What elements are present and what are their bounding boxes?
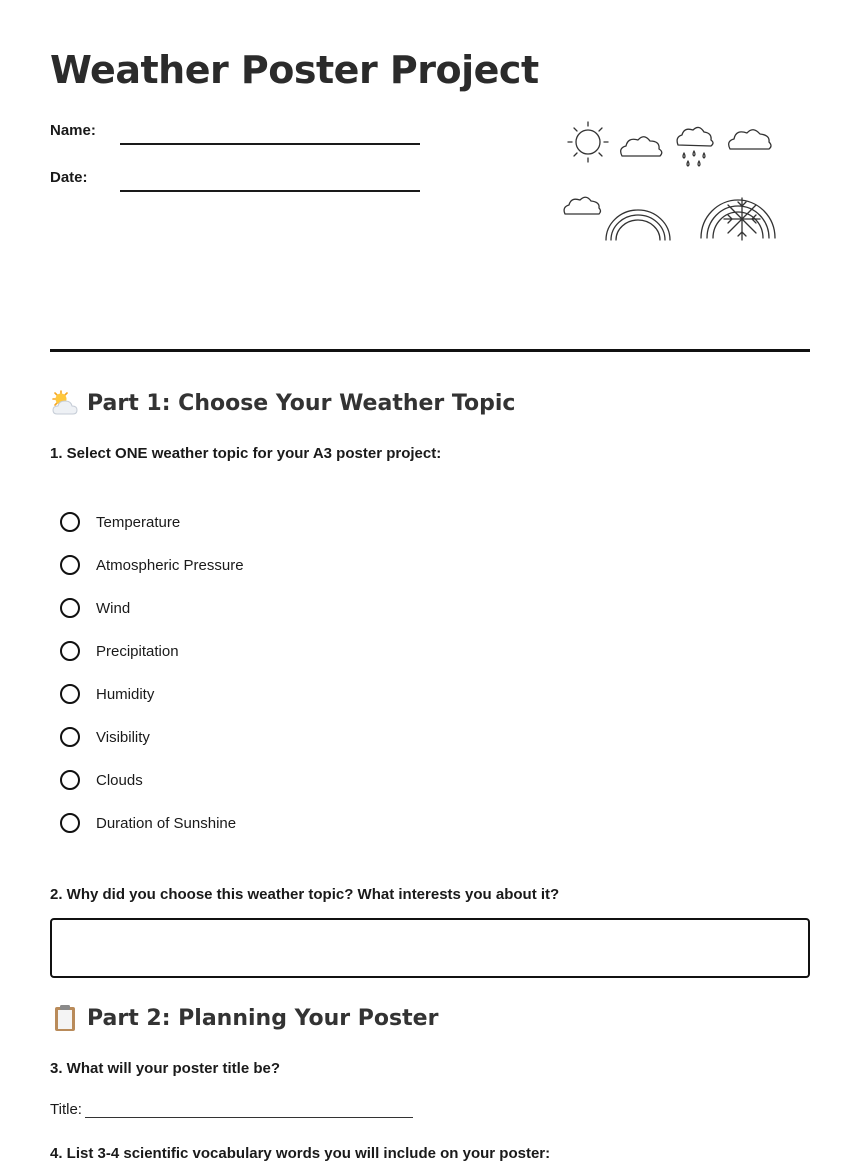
topic-option[interactable] [60, 684, 154, 704]
topic-option-label: Visibility [96, 728, 150, 746]
topic-option-label: Humidity [96, 685, 155, 703]
topic-option[interactable] [60, 641, 179, 661]
question-3: 3. What will your poster title be? [50, 1060, 281, 1077]
cloud-icon [621, 137, 662, 156]
rainbow-icon [606, 210, 670, 240]
part2-heading [50, 1003, 438, 1033]
date-field[interactable] [120, 190, 420, 192]
radio-button[interactable] [60, 512, 80, 532]
topic-option[interactable] [60, 555, 244, 575]
snowflake-rainbow-icon [701, 198, 775, 240]
topic-reason-answer-box[interactable] [50, 918, 810, 978]
topic-option-label: Duration of Sunshine [96, 814, 237, 832]
part1-heading [50, 388, 515, 418]
name-label: Name: [50, 122, 96, 139]
cloud-icon [729, 130, 771, 149]
topic-option[interactable] [60, 512, 180, 532]
poster-title-label: Title: [50, 1101, 82, 1118]
radio-button[interactable] [60, 684, 80, 704]
topic-option-label: Precipitation [96, 642, 179, 660]
topic-option-label: Wind [96, 599, 131, 617]
topic-option[interactable] [60, 598, 130, 618]
part2-heading-text: Part 2: Planning Your Poster [87, 1005, 439, 1031]
topic-option-label: Clouds [96, 771, 143, 789]
clipboard-icon [50, 1003, 80, 1033]
poster-title-line [50, 1101, 413, 1118]
topic-option[interactable] [60, 727, 150, 747]
weather-illustration [560, 115, 780, 245]
date-label: Date: [50, 169, 88, 186]
radio-button[interactable] [60, 770, 80, 790]
rain-cloud-icon [677, 127, 713, 166]
question-1: 1. Select ONE weather topic for your A3 poster project: [50, 445, 442, 462]
cloud-icon [564, 197, 600, 214]
topic-option-label: Temperature [96, 513, 181, 531]
sun-behind-cloud-icon [50, 388, 80, 418]
radio-button[interactable] [60, 727, 80, 747]
section-divider [50, 349, 810, 352]
page-title: Weather Poster Project [50, 48, 539, 92]
part1-heading-text: Part 1: Choose Your Weather Topic [87, 390, 516, 416]
radio-button[interactable] [60, 598, 80, 618]
topic-option[interactable] [60, 813, 236, 833]
question-4: 4. List 3-4 scientific vocabulary words you will include on your poster: [50, 1145, 551, 1162]
name-field[interactable] [120, 143, 420, 145]
poster-title-field[interactable] [85, 1103, 413, 1118]
sun-icon [568, 122, 608, 162]
radio-button[interactable] [60, 641, 80, 661]
radio-button[interactable] [60, 813, 80, 833]
question-2: 2. Why did you choose this weather topic? What interests you about it? [50, 886, 560, 903]
radio-button[interactable] [60, 555, 80, 575]
topic-option[interactable] [60, 770, 143, 790]
topic-option-label: Atmospheric Pressure [96, 556, 244, 574]
